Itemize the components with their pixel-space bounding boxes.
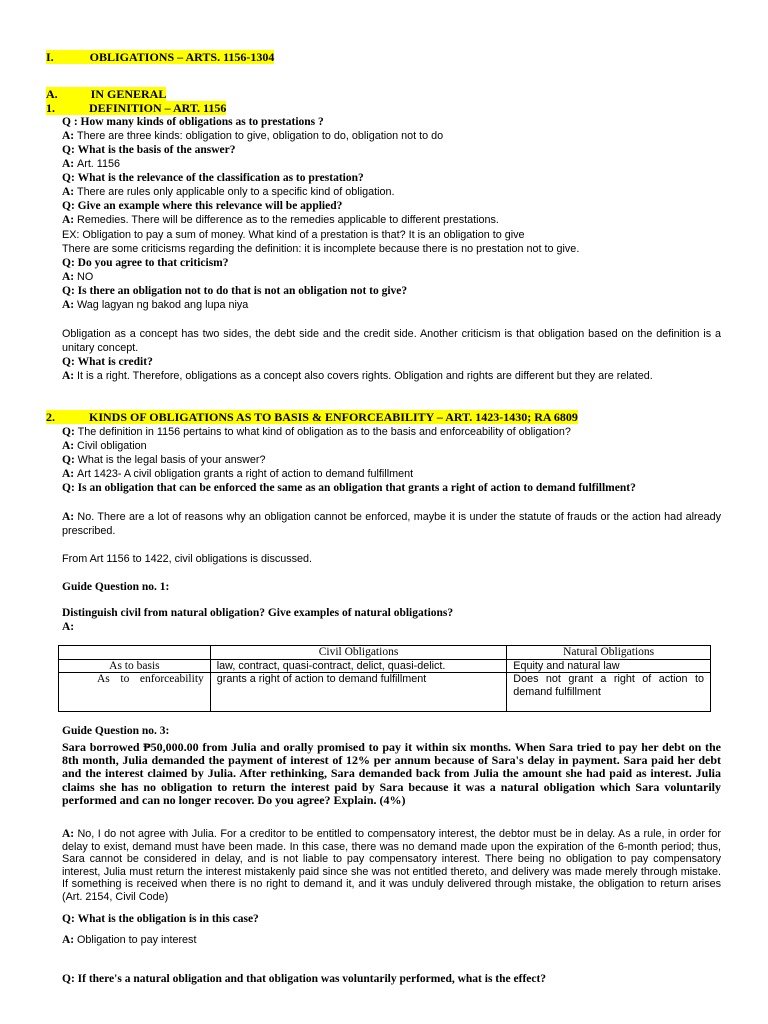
guide-question-1-answer-label: A:	[62, 621, 75, 633]
guide-question-3-label: Guide Question no. 3:	[62, 725, 170, 737]
qa-paragraph: A: It is a right. Therefore, obligations as a concept also covers rights. Obligation and rights are different but they are related.	[62, 370, 653, 382]
guide-question-1-text: Distinguish civil from natural obligation? Give examples of natural obligations?	[62, 607, 454, 619]
criticism-line: There are some criticisms regarding the definition: it is incomplete because there is no prestation not to give.	[62, 243, 580, 255]
qa-line: A: There are rules only applicable only to a specific kind of obligation.	[62, 186, 395, 198]
qa-line: Q: What is the obligation is in this case?	[62, 913, 259, 925]
qa-line: Q: What is the basis of the answer?	[62, 144, 236, 156]
qa-line: A: Civil obligation	[62, 440, 147, 452]
qa-line: Q: If there's a natural obligation and that obligation was voluntarily performed, what is the effect?	[62, 973, 547, 985]
guide-question-3-text: Sara borrowed ₱50,000.00 from Julia and orally promised to pay it within six months. When Sara tried to pay her debt on the 8th month, Julia demanded the payment of interest of 12% per annum because of Sara's delay in payment. Sara paid her debt and the interest claimed by Julia. After rethinking, Sara demanded back from Julia the amount she had paid as interest. Julia claims she has no obligation to return the interest paid by Sara because it was a natural obligation which Sara voluntarily performed and can no longer recover. Do you agree? Explain. (4%)	[62, 740, 721, 807]
qa-line: Q: Give an example where this relevance will be applied?	[62, 200, 343, 212]
heading-title: KINDS OF OBLIGATIONS AS TO BASIS & ENFORCEABILITY – ART. 1423-1430; RA 6809	[89, 410, 578, 424]
table-header-cell	[59, 646, 211, 660]
heading-definition	[46, 101, 226, 115]
qa-line: A: Art. 1156	[62, 158, 121, 170]
table-row	[59, 659, 711, 673]
comparison-table	[58, 645, 711, 712]
qa-paragraph: A: No. There are a lot of reasons why an obligation cannot be enforced, maybe it is under the statute of frauds or the action had already prescribed.	[62, 511, 722, 537]
qa-line: Q: Is there an obligation not to do that is not an obligation not to give?	[62, 285, 408, 297]
qa-paragraph: Q: Is an obligation that can be enforced the same as an obligation that grants a right of action to demand fulfillment?	[62, 482, 636, 494]
table-cell: As to enforceability	[59, 673, 211, 712]
qa-line: A: Wag lagyan ng bakod ang lupa niya	[62, 299, 249, 311]
table-header-cell: Civil Obligations	[210, 646, 507, 660]
qa-line: Q: What is the legal basis of your answer?	[62, 454, 266, 466]
qa-line: A: Obligation to pay interest	[62, 934, 197, 946]
heading-kinds-of-obligations	[46, 410, 578, 424]
qa-line: A: There are three kinds: obligation to give, obligation to do, obligation not to do	[62, 130, 444, 142]
heading-obligations	[46, 50, 274, 64]
heading-number: A.	[46, 87, 58, 101]
qa-line: Q: What is the relevance of the classification as to prestation?	[62, 172, 364, 184]
table-cell: law, contract, quasi-contract, delict, quasi-delict.	[210, 659, 507, 673]
articles-line: From Art 1156 to 1422, civil obligations is discussed.	[62, 553, 313, 565]
table-cell: Equity and natural law	[507, 659, 711, 673]
heading-in-general	[46, 87, 166, 101]
heading-number: 2.	[46, 410, 55, 424]
table-cell: Does not grant a right of action to demand fulfillment	[507, 673, 711, 712]
table-header-cell: Natural Obligations	[507, 646, 711, 660]
qa-line: A: Art 1423- A civil obligation grants a right of action to demand fulfillment	[62, 468, 414, 480]
table-cell: As to basis	[59, 659, 211, 673]
table-header-row	[59, 646, 711, 660]
heading-title: IN GENERAL	[90, 87, 167, 101]
qa-line: A: Remedies. There will be difference as to the remedies applicable to different prestations.	[62, 214, 499, 226]
heading-title: DEFINITION – ART. 1156	[89, 101, 227, 115]
table-row	[59, 673, 711, 712]
qa-line: Q : How many kinds of obligations as to prestations ?	[62, 116, 324, 128]
heading-number: 1.	[46, 101, 55, 115]
guide-question-3-answer: A: No, I do not agree with Julia. For a creditor to be entitled to compensatory interest, the debtor must be in delay. As a rule, in order for delay to exist, demand must have been made. In this case, there was no demand made upon the expiration of the 6-month period; thus, Sara cannot be considered in delay, and is not liable to pay compensatory interest. There being no obligation to pay compensatory interest, Julia must return the interest mistakenly paid since she was not entitled thereto, and delivery was made merely through mistake. If something is received when there is no right to demand it, and it was unduly delivered through mistake, the obligation to return arises (Art. 2154, Civil Code)	[62, 828, 721, 903]
heading-title: OBLIGATIONS – ARTS. 1156-1304	[89, 50, 275, 64]
qa-line: Q: What is credit?	[62, 356, 153, 368]
concept-paragraph: Obligation as a concept has two sides, the debt side and the credit side. Another criticism is that obligation based on the definition is a unitary concept.	[62, 328, 721, 354]
qa-line: Q: The definition in 1156 pertains to what kind of obligation as to the basis and enforceability of obligation?	[62, 426, 571, 438]
qa-line: A: NO	[62, 271, 94, 283]
qa-line: Q: Do you agree to that criticism?	[62, 257, 229, 269]
table-cell: grants a right of action to demand fulfillment	[210, 673, 507, 712]
heading-number: I.	[46, 50, 54, 64]
example-line: EX: Obligation to pay a sum of money. What kind of a prestation is that? It is an obligation to give	[62, 229, 525, 241]
guide-question-1-label: Guide Question no. 1:	[62, 581, 170, 593]
